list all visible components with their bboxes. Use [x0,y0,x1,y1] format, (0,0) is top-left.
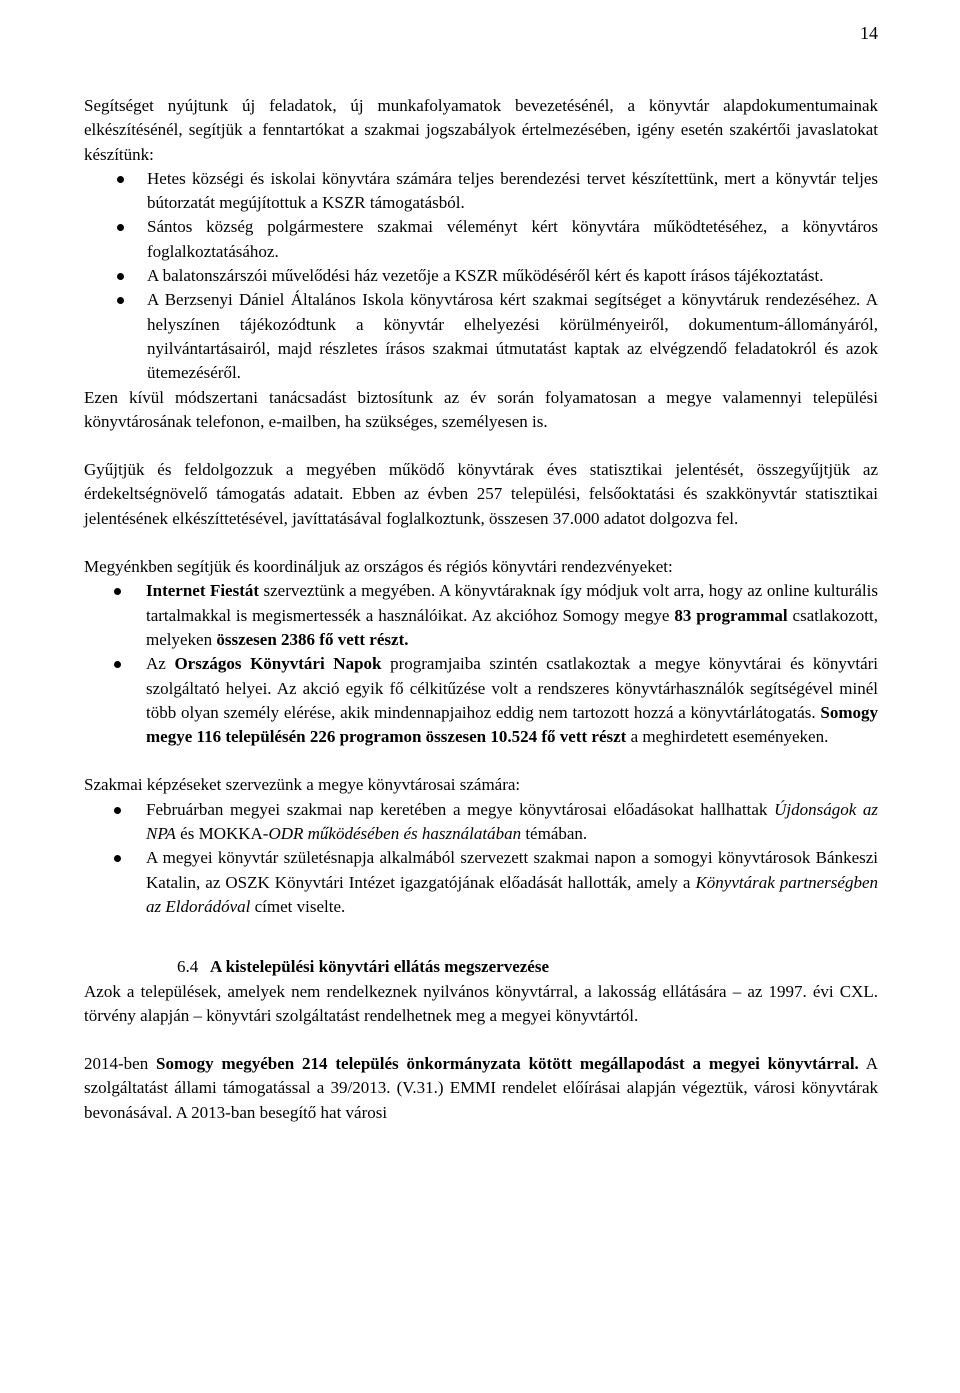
bold-text: Somogy megye 116 településén 226 programon összesen 10.524 fő vett részt [146,702,878,747]
training-intro: Szakmai képzéseket szervezünk a megye könyvtárosai számára: [84,775,521,795]
list-item [84,798,878,847]
text-span: programjaiba szintén csatlakoztak a megye könyvtárai és könyvtári szolgáltató helyei. Az akció egyik fő célkitűzése volt a rendszeres könyvtárhasználók segítségével minél több olyan személy elérése, akik mindennapjaihoz eddig nem tartozott hozzá a könyvtárlátogatás. [146,654,879,722]
text-span: Az [146,654,175,674]
text-span: és MOKKA- [175,824,269,844]
text-span: csatlakozott, melyeken [146,605,878,649]
section-heading [84,955,878,979]
statistics-paragraph: Gyűjtjük és feldolgozzuk a megyében működő könyvtárak éves statisztikai jelentését, összegyűjtjük az érdekeltségnövelő támogatás adatait. Ebben az évben 257 települési, felsőoktatási és szakkönyvtár statisztikai jelentésének elkészíttetésével, javíttatásával foglalkoztunk, összesen 37.000 adatot dolgozva fel. [84,460,878,528]
bold-text: összesen 2386 fő vett részt. [216,629,409,649]
page-number: 14 [860,23,878,43]
list-item: Sántos község polgármestere szakmai véleményt kért könyvtára működtetéséhez, a könyvtáros foglalkoztatásához. [84,215,878,264]
list-item: A Berzsenyi Dániel Általános Iskola könyvtárosa kért szakmai segítséget a könyvtáruk rendezéséhez. A helyszínen tájékozódtunk a könyvtár elhelyezési körülményeiről, dokumentum-állományáról, nyilvántartásairól, majd részletes írásos szakmai útmutatást kaptak az elvégzendő feladatokról és azok ütemezéséről. [84,288,878,385]
list-item [84,579,878,652]
document-body [84,94,878,1125]
text-span: 2014-ben [84,1054,157,1074]
text-span: a meghirdetett eseményeken. [626,727,829,747]
text-span: címet viselte. [250,896,346,916]
text-span: szerveztünk a megyében. A könyvtáraknak így módjuk volt arra, hogy az online kulturális tartalmakkal is megismertessék a használóikat. Az akcióhoz Somogy megye [146,581,878,625]
training-list [84,798,878,919]
list-item [84,652,878,749]
section-number: 6.4 [177,957,199,977]
text-span: témában. [521,824,588,844]
bold-text: Országos Könyvtári Napok [174,654,382,674]
text-span: A szolgáltatást állami támogatással a 39/2013. (V.31.) EMMI rendelet előírásai alapján végeztük, városi könyvtárak bevonásával. A 2013-ban besegítő hat városi [84,1054,878,1122]
italic-text: Könyvtárak partnerségben az Eldorádóval [146,872,878,916]
section-title: A kistelepülési könyvtári ellátás megszervezése [210,957,549,977]
bold-text: Internet Fiestát [146,581,260,601]
bold-text: 83 programmal [674,605,788,625]
section-paragraph [84,1052,878,1125]
italic-text: ODR működésében és használatában [268,824,522,844]
text-span: Februárban megyei szakmai nap keretében a megye könyvtárosai előadásokat hallhattak [146,799,775,819]
list-item [84,846,878,919]
list-item: A balatonszárszói művelődési ház vezetője a KSZR működéséről kért és kapott írásos tájékoztatást. [84,264,878,288]
events-intro: Megyénkben segítjük és koordináljuk az országos és régiós könyvtári rendezvényeket: [84,557,673,577]
events-list [84,579,878,749]
intro-paragraph: Segítséget nyújtunk új feladatok, új munkafolyamatok bevezetésénél, a könyvtár alapdokumentumainak elkészítésénél, segítjük a fenntartókat a szakmai jogszabályok értelmezésében, igény esetén szakértői javaslatokat készítünk: [84,96,878,164]
advice-list [84,167,878,386]
bold-text: Somogy megyében 214 település önkormányzata kötött megállapodást a megyei könyvtárral. [156,1054,859,1074]
methodology-paragraph: Ezen kívül módszertani tanácsadást biztosítunk az év során folyamatosan a megye valamennyi települési könyvtárosának telefonon, e-mailben, ha szükséges, személyesen is. [84,387,878,431]
text-span: A megyei könyvtár születésnapja alkalmából szervezett szakmai napon a somogyi könyvtárosok Bánkeszi Katalin, az OSZK Könyvtári Intézet igazgatójának előadását hallották, amely a [146,848,878,892]
section-paragraph: Azok a települések, amelyek nem rendelkeznek nyilvános könyvtárral, a lakosság ellátására – az 1997. évi CXL. törvény alapján – könyvtári szolgáltatást rendelhetnek meg a megyei könyvtártól. [84,981,878,1025]
italic-text: Újdonságok az NPA [146,799,878,844]
list-item: Hetes községi és iskolai könyvtára számára teljes berendezési tervet készítettünk, mert a könyvtár teljes bútorzatát megújítottuk a KSZR támogatásból. [84,167,878,216]
